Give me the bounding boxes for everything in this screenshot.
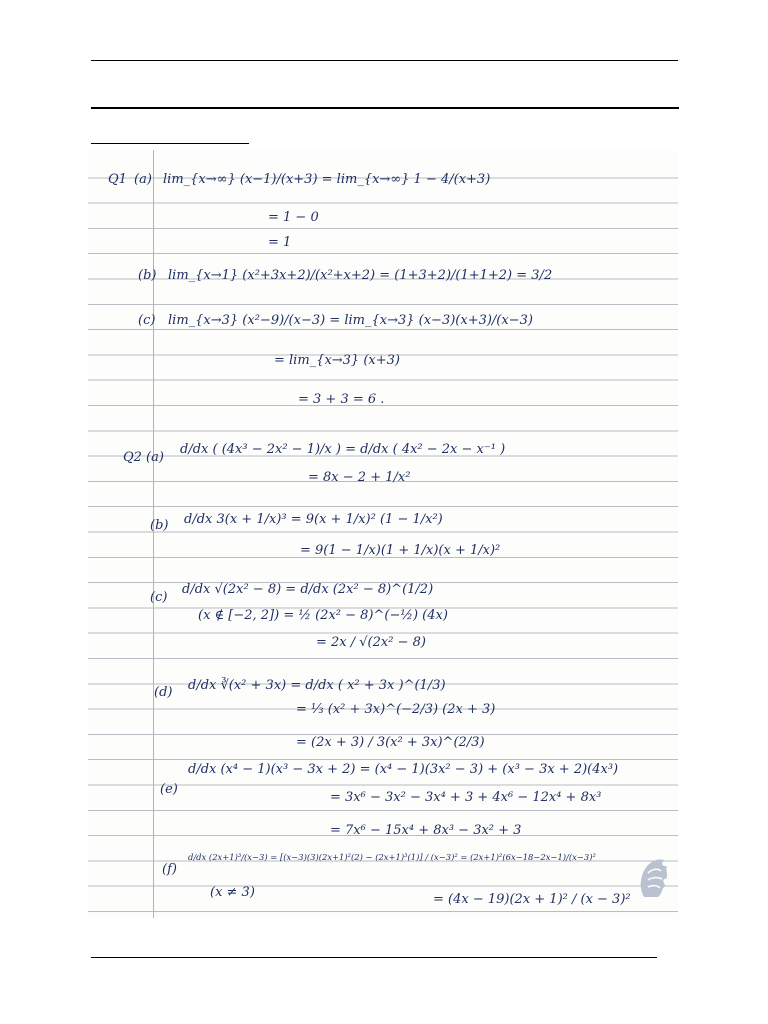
math-line: = 9(1 − 1/x)(1 + 1/x)(x + 1/x)²	[300, 543, 501, 558]
part-label: (b)	[150, 518, 169, 533]
math-line: lim_{x→3} (x²−9)/(x−3) = lim_{x→3} (x−3)(x+3)/(x−3)	[168, 313, 533, 328]
math-line: d/dx ∛(x² + 3x) = d/dx ( x² + 3x )^(1/3)	[188, 678, 446, 693]
question-label: Q2	[123, 450, 142, 465]
math-line: d/dx (2x+1)³/(x−3) = [(x−3)(3)(2x+1)²(2) − (2x+1)³(1)] / (x−3)² = (2x+1)²(6x−18−2x−1)/(x−3)²	[188, 852, 596, 862]
math-line: lim_{x→∞} (x−1)/(x+3) = lim_{x→∞} 1 − 4/(x+3)	[163, 172, 491, 187]
question-label: Q1	[108, 172, 127, 187]
math-line: d/dx (x⁴ − 1)(x³ − 3x + 2) = (x⁴ − 1)(3x² − 3) + (x³ − 3x + 2)(4x³)	[188, 762, 619, 777]
math-line: = 7x⁶ − 15x⁴ + 8x³ − 3x² + 3	[330, 823, 522, 838]
lion-head-seal-icon	[636, 855, 670, 901]
math-line: = 1	[268, 235, 292, 250]
math-line: d/dx √(2x² − 8) = d/dx (2x² − 8)^(1/2)	[182, 582, 434, 597]
math-line: = ⅓ (x² + 3x)^(−2/3) (2x + 3)	[296, 702, 496, 717]
math-line: lim_{x→1} (x²+3x+2)/(x²+x+2) = (1+3+2)/(1+1+2) = 3/2	[168, 268, 553, 283]
part-label: (c)	[138, 313, 156, 328]
math-line: d/dx ( (4x³ − 2x² − 1)/x ) = d/dx ( 4x² − 2x − x⁻¹ )	[180, 442, 506, 457]
math-line: (x ≠ 3)	[210, 885, 255, 900]
section-rule-short	[91, 143, 249, 144]
math-line: = 8x − 2 + 1/x²	[308, 470, 411, 485]
handwritten-notebook-page	[88, 150, 678, 918]
part-label: (e)	[160, 782, 178, 797]
math-line: = 3x⁶ − 3x² − 3x⁴ + 3 + 4x⁶ − 12x⁴ + 8x³	[330, 790, 602, 805]
margin-line	[153, 150, 154, 918]
math-line: = (2x + 3) / 3(x² + 3x)^(2/3)	[296, 735, 485, 750]
part-label: (a)	[134, 172, 152, 187]
math-line: (x ∉ [−2, 2]) = ½ (2x² − 8)^(−½) (4x)	[198, 608, 448, 623]
footer-rule	[91, 957, 657, 958]
part-label: (f)	[162, 862, 177, 877]
part-label: (b)	[138, 268, 157, 283]
header-rule-thick	[91, 107, 679, 109]
part-label: (a)	[146, 450, 164, 465]
part-label: (d)	[154, 685, 173, 700]
header-rule-thin	[91, 60, 678, 61]
math-line: = (4x − 19)(2x + 1)² / (x − 3)²	[433, 892, 631, 907]
math-line: d/dx 3(x + 1/x)³ = 9(x + 1/x)² (1 − 1/x²)	[184, 512, 443, 527]
math-line: = 2x / √(2x² − 8)	[316, 635, 426, 650]
math-line: = lim_{x→3} (x+3)	[274, 353, 400, 368]
math-line: = 1 − 0	[268, 210, 319, 225]
math-line: = 3 + 3 = 6 .	[298, 392, 385, 407]
part-label: (c)	[150, 590, 168, 605]
